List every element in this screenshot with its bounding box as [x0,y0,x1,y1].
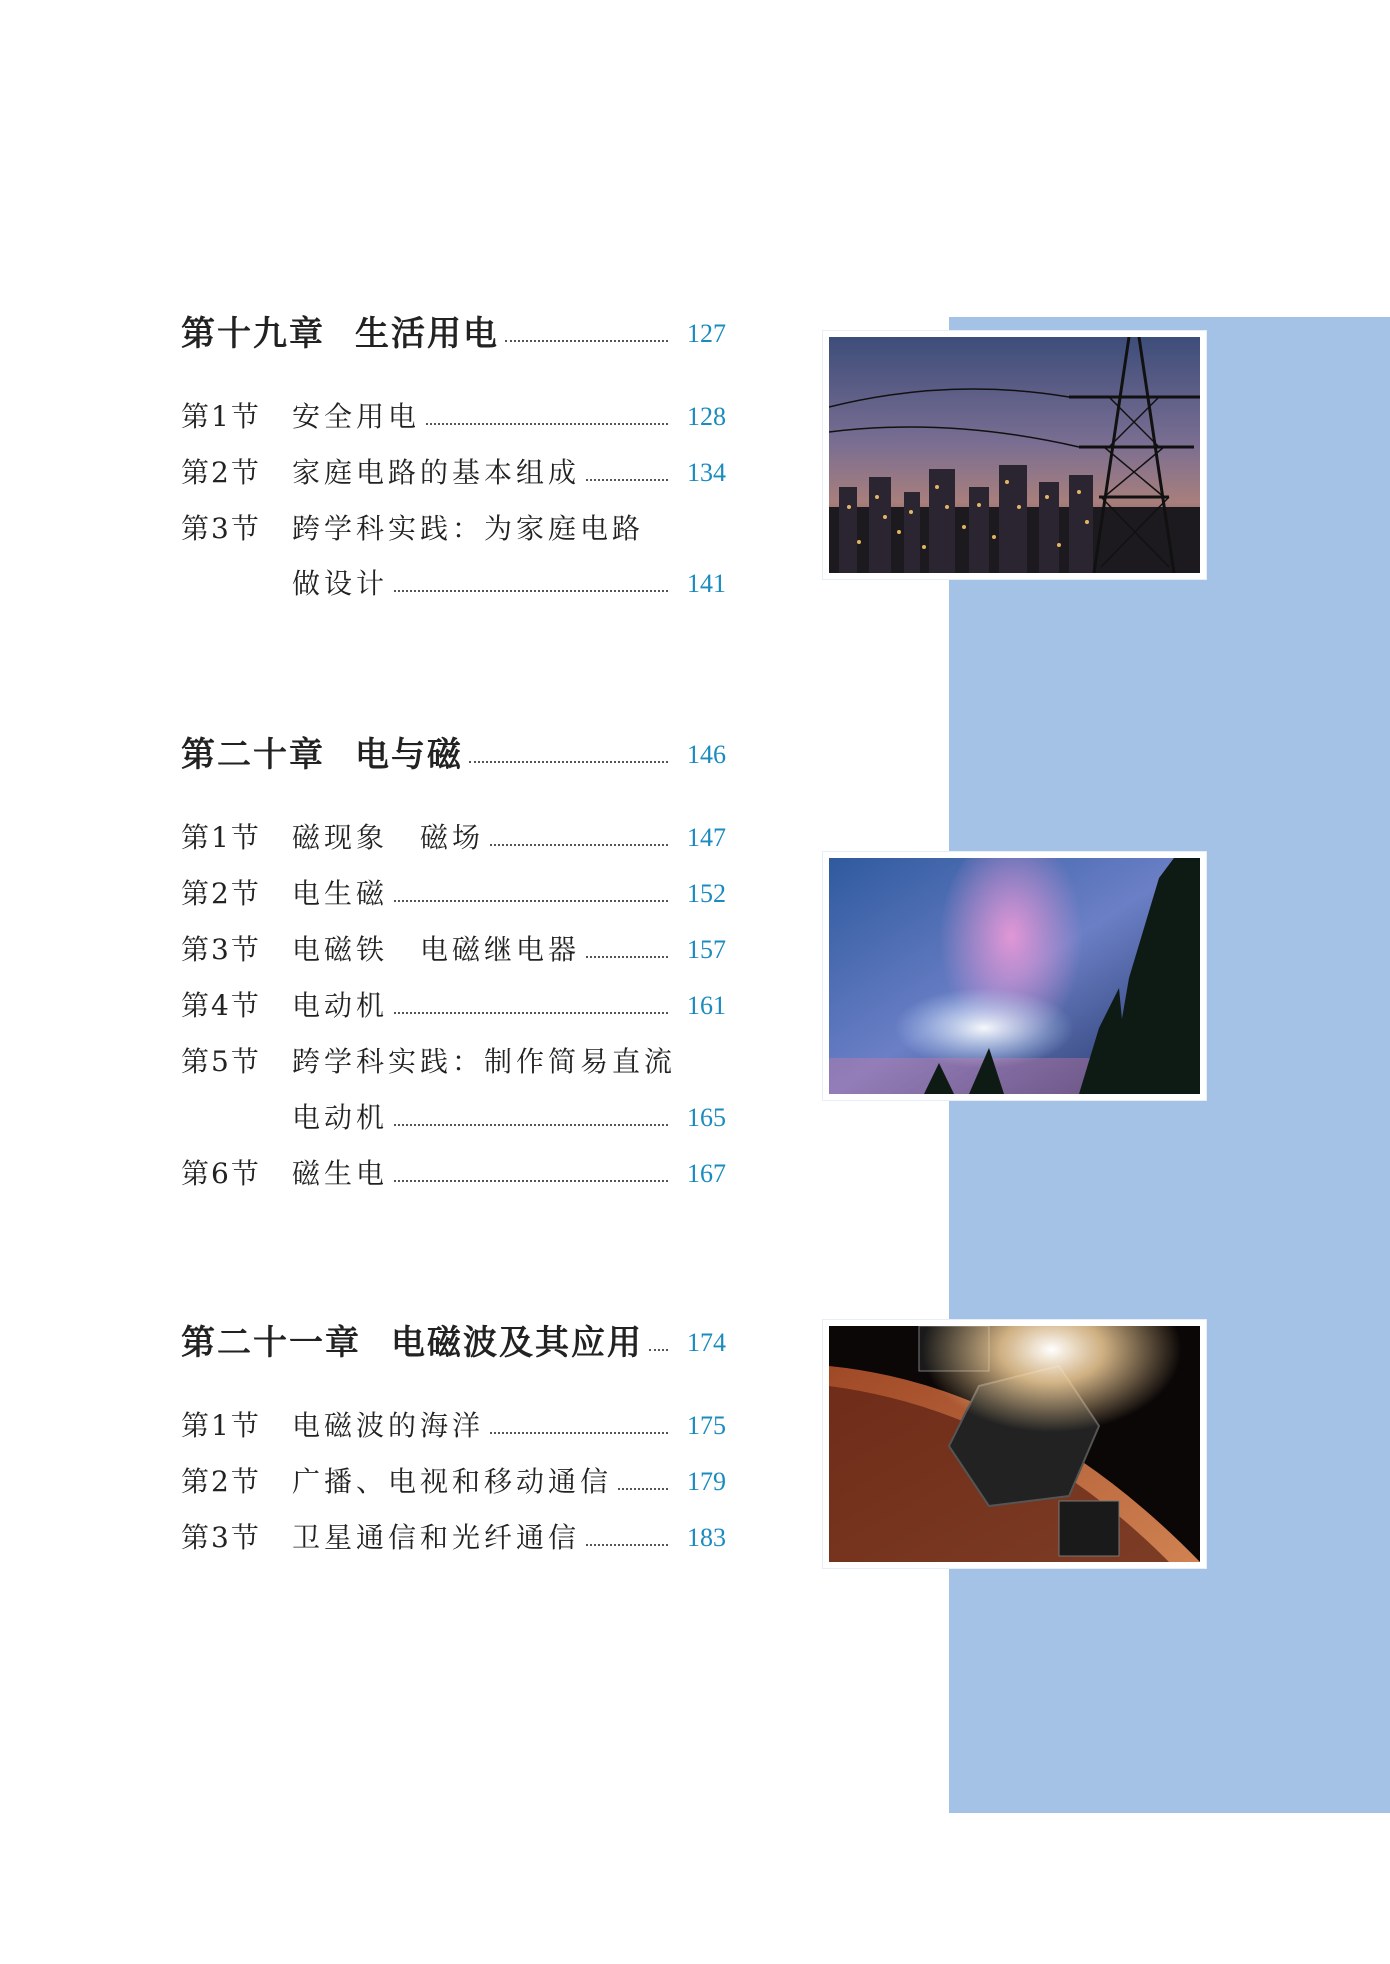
page-number: 183 [687,1523,726,1552]
section-title: 电生磁 [292,877,389,910]
section-title: 安全用电 [292,400,421,433]
section-title: 跨学科实践：为家庭电路 [292,512,645,545]
toc-entry-continuation[interactable] [181,564,726,604]
page-number: 165 [687,1103,726,1132]
page-number: 161 [687,991,726,1020]
section-title: 电磁波的海洋 [292,1409,485,1442]
section-title: 家庭电路的基本组成 [292,456,581,489]
page-number: 134 [687,458,726,487]
satellite-photo [823,1320,1206,1568]
dot-leader [586,1544,668,1546]
section-title-continued: 电动机 [292,1101,389,1134]
dot-leader [490,1432,668,1434]
section-number: 第2节 [181,456,261,489]
toc-entry[interactable] [181,986,726,1026]
page-number: 127 [687,319,726,348]
page-number: 167 [687,1159,726,1188]
dot-leader [505,340,668,342]
dot-leader [394,1012,668,1014]
dot-leader [586,956,668,958]
dot-leader [586,479,668,481]
page-number: 128 [687,402,726,431]
section-title: 跨学科实践：制作简易直流 [292,1045,677,1078]
toc-entry[interactable] [181,453,726,493]
chapter-label: 第十九章 [181,314,325,354]
section-number: 第4节 [181,989,261,1022]
dot-leader [394,1124,668,1126]
toc-entry[interactable] [181,509,726,549]
dot-leader [394,590,668,592]
chapter-heading[interactable] [181,314,726,354]
section-title: 电动机 [292,989,389,1022]
toc-entry[interactable] [181,1518,726,1558]
page-number: 147 [687,823,726,852]
aurora-photo [823,852,1206,1100]
dot-leader [618,1488,668,1490]
section-number: 第1节 [181,400,261,433]
chapter-title: 生活用电 [355,314,499,354]
section-number: 第3节 [181,1521,261,1554]
page-number: 157 [687,935,726,964]
page-number: 152 [687,879,726,908]
dot-leader [426,423,668,425]
section-number: 第6节 [181,1157,261,1190]
page-number: 146 [687,740,726,769]
chapter-title: 电磁波及其应用 [391,1323,643,1363]
section-title-continued: 做设计 [292,567,389,600]
chapter-heading[interactable] [181,1323,726,1363]
toc-entry[interactable] [181,1154,726,1194]
section-title: 电磁铁 电磁继电器 [292,933,581,966]
section-number: 第3节 [181,933,261,966]
toc-entry[interactable] [181,930,726,970]
chapter-heading[interactable] [181,735,726,775]
section-number: 第1节 [181,1409,261,1442]
chapter-label: 第二十一章 [181,1323,361,1363]
dot-leader [469,761,668,763]
dot-leader [490,844,668,846]
section-number: 第2节 [181,877,261,910]
toc-entry-continuation[interactable] [181,1098,726,1138]
chapter-label: 第二十章 [181,735,325,775]
section-title: 磁现象 磁场 [292,821,485,854]
toc-entry[interactable] [181,818,726,858]
toc-entry[interactable] [181,1406,726,1446]
section-number: 第3节 [181,512,261,545]
section-title: 广播、电视和移动通信 [292,1465,613,1498]
dot-leader [649,1349,668,1351]
page-number: 175 [687,1411,726,1440]
section-number: 第2节 [181,1465,261,1498]
page-number: 179 [687,1467,726,1496]
dot-leader [394,900,668,902]
power-tower-city-night-photo [823,331,1206,579]
toc-entry[interactable] [181,1042,726,1082]
page-number: 141 [687,569,726,598]
section-number: 第1节 [181,821,261,854]
chapter-title: 电与磁 [355,735,463,775]
dot-leader [394,1180,668,1182]
section-title: 卫星通信和光纤通信 [292,1521,581,1554]
toc-entry[interactable] [181,397,726,437]
section-title: 磁生电 [292,1157,389,1190]
toc-entry[interactable] [181,1462,726,1502]
page-number: 174 [687,1328,726,1357]
section-number: 第5节 [181,1045,261,1078]
toc-entry[interactable] [181,874,726,914]
